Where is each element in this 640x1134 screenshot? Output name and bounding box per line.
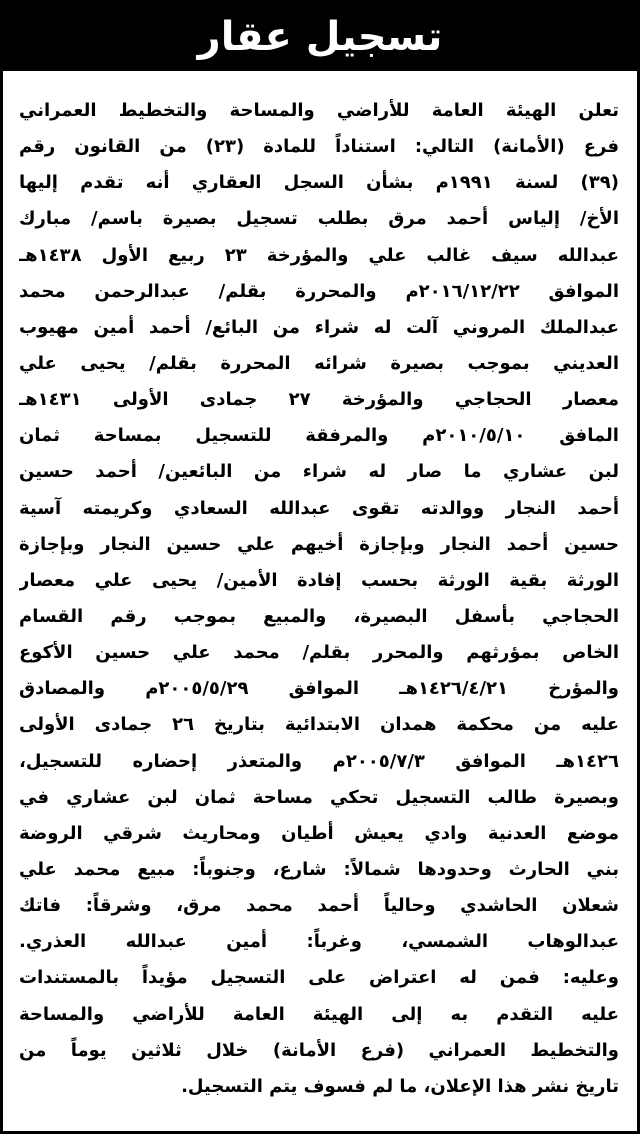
notice-header [3, 3, 637, 71]
notice-line: حسين أحمد النجار وبإجازة أخيهم علي حسين النجار وبإجازة [19, 533, 619, 555]
notice-line: الأخ/ إلياس أحمد مرق بطلب تسجيل بصيرة باسم/ مبارك [19, 208, 619, 230]
notice-line: موضع العدنية وادي يعيش أطيان ومحاريث شرقي الروضة [19, 822, 619, 844]
notice-line: عبدالملك المروني آلت له شراء من البائع/ أحمد أمين مهيوب [19, 316, 619, 338]
notice-line: المافق ٢٠١٠/٥/١٠م والمرفقة للتسجيل بمساحة ثمان [19, 425, 619, 447]
notice-line: عبدالله سيف غالب علي والمؤرخة ٢٣ ربيع الأول ١٤٣٨هـ [19, 244, 619, 266]
notice-line: وبصيرة طالب التسجيل تحكي مساحة ثمان لبن عشاري في [19, 786, 619, 808]
notice-line: فرع (الأمانة) التالي: استناداً للمادة (٢٣) من القانون رقم [19, 136, 619, 158]
notice-line: أحمد النجار ووالدته تقوى عبدالله السعادي وكريمته آسية [19, 497, 619, 519]
notice-line: الموافق ٢٠١٦/١٢/٢٢م والمحررة بقلم/ عبدالرحمن محمد [19, 280, 619, 302]
notice-line: الخاص بمؤرثهم والمحرر بقلم/ محمد علي حسين الأكوع [19, 642, 619, 664]
notice-line: الورثة بقية الورثة بحسب إفادة الأمين/ يحيى علي معصار [19, 569, 619, 591]
notice-line: عليه من محكمة همدان الابتدائية بتاريخ ٢٦ جمادى الأولى [19, 714, 619, 736]
notice-line: والتخطيط العمراني (فرع الأمانة) خلال ثلاثين يوماً من [19, 1039, 619, 1061]
notice-line: تعلن الهيئة العامة للأراضي والمساحة والتخطيط العمراني [19, 100, 619, 121]
notice-line: العديني بموجب بصيرة شرائه المحررة بقلم/ يحيى علي [19, 352, 619, 374]
notice-line: والمؤرخ ١٤٢٦/٤/٢١هـ الموافق ٢٠٠٥/٥/٢٩م والمصادق [19, 678, 619, 700]
notice-line: بني الحارث وحدودها شمالاً: شارع، وجنوباً: مبيع محمد علي [19, 858, 619, 880]
notice-line: معصار الحجاجي والمؤرخة ٢٧ جمادى الأولى ١٤٣١هـ [19, 389, 619, 411]
notice-line: تاريخ نشر هذا الإعلان، ما لم فسوف يتم التسجيل. [181, 1075, 619, 1097]
notice-body [3, 71, 637, 1105]
notice-line: عبدالوهاب الشمسي، وغرباً: أمين عبدالله العذري. [19, 931, 619, 953]
notice-line: (٣٩) لسنة ١٩٩١م بشأن السجل العقاري أنه تقدم إليها [19, 172, 619, 194]
notice-line: شعلان الحاشدي وحالياً أحمد محمد مرق، وشرقاً: فاتك [19, 895, 619, 917]
notice-line: عليه التقدم به إلى الهيئة العامة للأراضي والمساحة [19, 1003, 619, 1025]
notice-line: لبن عشاري ما صار له شراء من البائعين/ أحمد حسين [19, 461, 619, 483]
notice-line: ١٤٢٦هـ الموافق ٢٠٠٥/٧/٣م والمتعذر إحضاره للتسجيل، [19, 750, 619, 772]
notice-line: وعليه: فمن له اعتراض على التسجيل مؤيداً بالمستندات [19, 967, 619, 989]
notice-title: تسجيل عقار [197, 14, 443, 60]
notice-line: الحجاجي بأسفل البصيرة، والمبيع بموجب رقم القسام [19, 605, 619, 627]
